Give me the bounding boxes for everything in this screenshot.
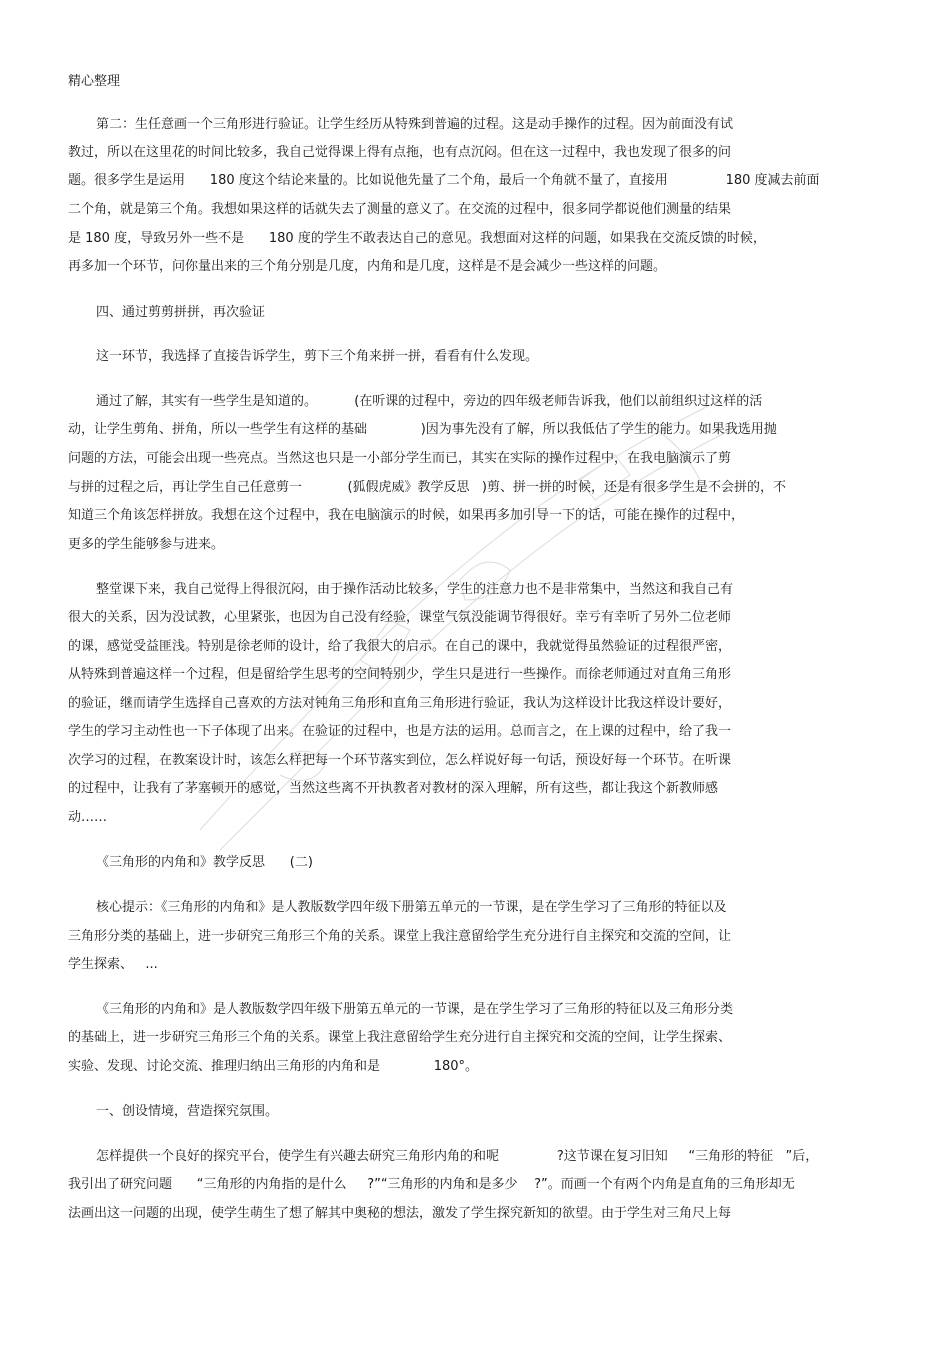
paragraph-line: 与拼的过程之后，再让学生自己任意剪一 (狐假虎威》教学反思 )剪、拼一拼的时候，还是有很多学生是不会拼的，不 — [68, 480, 786, 495]
paragraph-line: 再多加一个环节，问你量出来的三个角分别是几度，内角和是几度，这样是不是会减少一些这样的问题。 — [68, 259, 667, 274]
paragraph-line: 很大的关系，因为没试教，心里紧张，也因为自己没有经验，课堂气氛没能调节得很好。幸亏有幸听了另外二位老师 — [68, 610, 732, 625]
paragraph-line: 法画出这一问题的出现，使学生萌生了想了解其中奥秘的想法，激发了学生探究新知的欲望。由于学生对三角尺上每 — [68, 1206, 732, 1221]
paragraph-line: 的课，感觉受益匪浅。特别是徐老师的设计，给了我很大的启示。在自己的课中，我就觉得虽然验证的过程很严密， — [68, 639, 732, 654]
section-heading: 一、创设情境，营造探究氛围。 — [96, 1104, 279, 1119]
page-header-label: 精心整理 — [68, 74, 121, 89]
paragraph-line: 更多的学生能够参与进来。 — [68, 537, 225, 552]
paragraph-line: 动，让学生剪角、拼角，所以一些学生有这样的基础 )因为事先没有了解，所以我低估了学生的能力。如果我选用抛 — [68, 422, 777, 437]
paragraph-line: 通过了解，其实有一些学生是知道的。 (在听课的过程中，旁边的四年级老师告诉我，他们以前组织过这样的活 — [96, 394, 763, 409]
paragraph-line: 三角形分类的基础上，进一步研究三角形三个角的关系。课堂上我注意留给学生充分进行自主探究和交流的空间，让 — [68, 929, 732, 944]
paragraph-line: 题。很多学生是运用 180 度这个结论来量的。比如说他先量了二个角，最后一个角就不量了，直接用 180 度减去前面 — [68, 173, 820, 188]
paragraph-line: 次学习的过程，在教案设计时，该怎么样把每一个环节落实到位，怎么样说好每一句话，预设好每一个环节。在听课 — [68, 753, 732, 768]
paragraph-line: 的过程中，让我有了茅塞顿开的感觉，当然这些离不开执教者对教材的深入理解，所有这些，都让我这个新教师感 — [68, 781, 719, 796]
paragraph-line: 学生探索、 ... — [68, 957, 158, 972]
paragraph-line: 核心提示：《三角形的内角和》是人教版数学四年级下册第五单元的一节课，是在学生学习了三角形的特征以及 — [96, 900, 727, 915]
section-heading: 四、通过剪剪拼拼，再次验证 — [96, 305, 266, 320]
paragraph-line: 第二：生任意画一个三角形进行验证。让学生经历从特殊到普遍的过程。这是动手操作的过程。因为前面没有试 — [96, 117, 734, 132]
paragraph-line: 学生的学习主动性也一下子体现了出来。在验证的过程中，也是方法的运用。总而言之，在上课的过程中，给了我一 — [68, 724, 732, 739]
paragraph-line: 这一环节，我选择了直接告诉学生，剪下三个角来拼一拼，看看有什么发现。 — [96, 349, 539, 364]
section-heading: 《三角形的内角和》教学反思 (二) — [96, 855, 313, 870]
paragraph-line: 的基础上，进一步研究三角形三个角的关系。课堂上我注意留给学生充分进行自主探究和交流的空间，让学生探索、 — [68, 1030, 732, 1045]
paragraph-line: 《三角形的内角和》是人教版数学四年级下册第五单元的一节课，是在学生学习了三角形的特征以及三角形分类 — [96, 1002, 734, 1017]
paragraph-line: 的验证，继而请学生选择自己喜欢的方法对钝角三角形和直角三角形进行验证，我认为这样设计比我这样设计要好， — [68, 696, 732, 711]
paragraph-line: 问题的方法，可能会出现一些亮点。当然这也只是一小部分学生而已，其实在实际的操作过程中，在我电脑演示了剪 — [68, 451, 732, 466]
paragraph-line: 知道三个角该怎样拼放。我想在这个过程中，我在电脑演示的时候，如果再多加引导一下的话，可能在操作的过程中， — [68, 508, 745, 523]
paragraph-line: 二个角，就是第三个角。我想如果这样的话就失去了测量的意义了。在交流的过程中，很多同学都说他们测量的结果 — [68, 202, 732, 217]
paragraph-line: 从特殊到普遍这样一个过程，但是留给学生思考的空间特别少，学生只是进行一些操作。而徐老师通过对直角三角形 — [68, 667, 732, 682]
paragraph-line: 教过，所以在这里花的时间比较多，我自己觉得课上得有点拖，也有点沉闷。但在这一过程中，我也发现了很多的问 — [68, 145, 732, 160]
paragraph-line: 是 180 度，导致另外一些不是 180 度的学生不敢表达自己的意见。我想面对这样的问题，如果我在交流反馈的时候， — [68, 231, 766, 246]
paragraph-line: 怎样提供一个良好的探究平台，使学生有兴趣去研究三角形内角的和呢 ?这节课在复习旧知 “三角形的特征 ”后， — [96, 1149, 819, 1164]
paragraph-line: 我引出了研究问题 “三角形的内角指的是什么 ?”“三角形的内角和是多少 ?”。而画一个有两个内角是直角的三角形却无 — [68, 1177, 795, 1192]
paragraph-line: 实验、发现、讨论交流、推理归纳出三角形的内角和是 180°。 — [68, 1059, 479, 1074]
paragraph-line: 动…… — [68, 810, 108, 825]
paragraph-line: 整堂课下来，我自己觉得上得很沉闷，由于操作活动比较多，学生的注意力也不是非常集中，当然这和我自己有 — [96, 582, 734, 597]
